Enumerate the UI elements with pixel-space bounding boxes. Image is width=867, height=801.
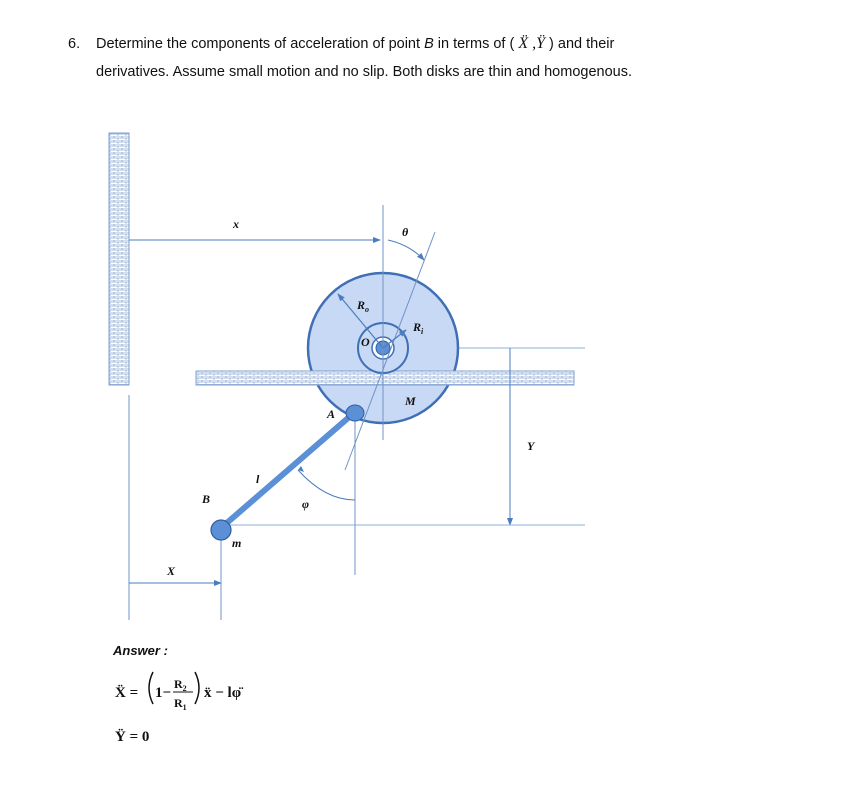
- eq2: Ÿ = 0: [115, 729, 150, 745]
- label-m: m: [232, 536, 242, 550]
- label-A: A: [327, 407, 336, 421]
- eq1-right-paren: [195, 672, 199, 704]
- question-vars: Ẍ ,Ÿ: [518, 35, 546, 52]
- rod: [221, 412, 355, 528]
- label-X: X: [167, 564, 176, 578]
- label-x: x: [233, 217, 239, 231]
- eq1-left-paren: [149, 672, 153, 704]
- mass-B: [211, 520, 231, 540]
- question-number: 6.: [68, 36, 81, 52]
- eq1-one-minus: 1−: [155, 685, 172, 701]
- label-theta: θ: [402, 225, 409, 239]
- label-Ro: $R_o$: [357, 298, 370, 314]
- label-l: l: [256, 472, 260, 486]
- question-point: B: [424, 36, 434, 52]
- label-M: M: [405, 394, 416, 408]
- eq1-denominator: $R_1$: [174, 696, 187, 712]
- label-Ri: $R_i$: [413, 320, 424, 336]
- label-O: O: [361, 335, 370, 349]
- answer-heading: Answer :: [113, 643, 168, 658]
- eq1-lhs: Ẍ =: [115, 685, 139, 701]
- question-text-before: Determine the components of acceleration of point: [96, 36, 425, 52]
- label-phi: φ: [302, 497, 310, 511]
- eq1-numerator: $R_2$: [174, 677, 187, 693]
- question-text-middle: in terms of (: [433, 36, 519, 52]
- question-line-2: derivatives. Assume small motion and no slip. Both disks are thin and homogenous.: [96, 64, 632, 80]
- label-B: B: [202, 492, 211, 506]
- theta-arrow: [388, 240, 424, 260]
- label-Y: Y: [527, 439, 535, 453]
- question-text-after: ) and their: [545, 36, 615, 52]
- wall: [109, 133, 129, 385]
- eq1-rest: ẍ − lφ̈: [204, 685, 242, 701]
- phi-arc: [298, 470, 355, 500]
- pivot-A: [346, 405, 364, 421]
